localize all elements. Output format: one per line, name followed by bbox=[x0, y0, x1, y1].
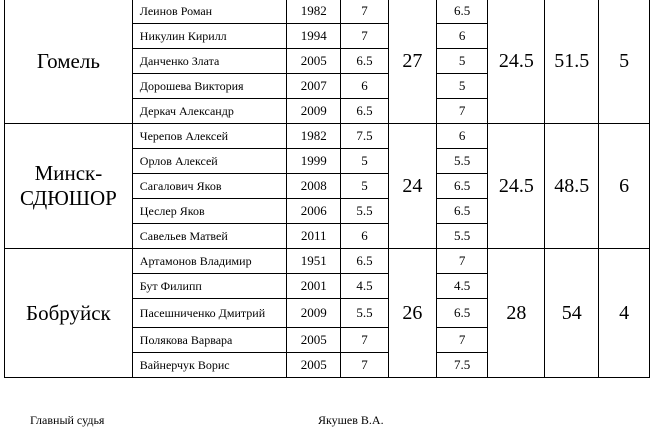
team-col-a: 28 bbox=[488, 249, 545, 378]
player-name: Савельев Матвей bbox=[132, 224, 287, 249]
player-score: 6.5 bbox=[341, 49, 389, 74]
table-row bbox=[5, 0, 650, 24]
player-name: Сагалович Яков bbox=[132, 174, 287, 199]
player-score: 6.5 bbox=[341, 99, 389, 124]
player-birth-year: 1982 bbox=[287, 0, 341, 24]
player-name: Дорошева Виктория bbox=[132, 74, 287, 99]
team-score-sum: 24 bbox=[388, 124, 436, 249]
player-birth-year: 2005 bbox=[287, 49, 341, 74]
player-extra-score: 6 bbox=[436, 124, 488, 149]
player-birth-year: 1951 bbox=[287, 249, 341, 274]
player-name: Цеслер Яков bbox=[132, 199, 287, 224]
player-score: 7.5 bbox=[341, 124, 389, 149]
team-place: 6 bbox=[599, 124, 650, 249]
player-name: Леинов Роман bbox=[132, 0, 287, 24]
player-score: 5.5 bbox=[341, 299, 389, 328]
team-score-sum: 26 bbox=[388, 249, 436, 378]
results-table bbox=[4, 0, 650, 378]
player-name: Бут Филипп bbox=[132, 274, 287, 299]
player-name: Черепов Алексей bbox=[132, 124, 287, 149]
player-extra-score: 6.5 bbox=[436, 199, 488, 224]
player-name: Никулин Кирилл bbox=[132, 24, 287, 49]
player-name: Орлов Алексей bbox=[132, 149, 287, 174]
team-name: Бобруйск bbox=[5, 249, 133, 378]
player-birth-year: 2008 bbox=[287, 174, 341, 199]
player-name: Данченко Злата bbox=[132, 49, 287, 74]
player-extra-score: 7 bbox=[436, 249, 488, 274]
player-name: Пасешниченко Дмитрий bbox=[132, 299, 287, 328]
player-extra-score: 7.5 bbox=[436, 353, 488, 378]
player-name: Деркач Александр bbox=[132, 99, 287, 124]
team-name: Гомель bbox=[5, 0, 133, 124]
results-body bbox=[5, 0, 650, 378]
team-col-b: 48.5 bbox=[545, 124, 599, 249]
player-extra-score: 5.5 bbox=[436, 149, 488, 174]
player-extra-score: 6.5 bbox=[436, 174, 488, 199]
player-name: Полякова Варвара bbox=[132, 328, 287, 353]
player-score: 7 bbox=[341, 0, 389, 24]
team-place: 5 bbox=[599, 0, 650, 124]
player-birth-year: 2005 bbox=[287, 328, 341, 353]
player-birth-year: 2007 bbox=[287, 74, 341, 99]
player-birth-year: 2005 bbox=[287, 353, 341, 378]
player-score: 7 bbox=[341, 24, 389, 49]
player-extra-score: 5.5 bbox=[436, 224, 488, 249]
player-extra-score: 5 bbox=[436, 49, 488, 74]
player-extra-score: 5 bbox=[436, 74, 488, 99]
team-col-a: 24.5 bbox=[488, 0, 545, 124]
team-col-b: 54 bbox=[545, 249, 599, 378]
player-name: Вайнерчук Ворис bbox=[132, 353, 287, 378]
player-score: 5.5 bbox=[341, 199, 389, 224]
chief-judge-name: Якушев В.А. bbox=[318, 413, 384, 427]
player-extra-score: 6.5 bbox=[436, 299, 488, 328]
player-birth-year: 2006 bbox=[287, 199, 341, 224]
player-score: 4.5 bbox=[341, 274, 389, 299]
team-name: Минск-СДЮШОР bbox=[5, 124, 133, 249]
player-birth-year: 1994 bbox=[287, 24, 341, 49]
player-score: 6.5 bbox=[341, 249, 389, 274]
player-birth-year: 1999 bbox=[287, 149, 341, 174]
player-extra-score: 7 bbox=[436, 99, 488, 124]
player-name: Артамонов Владимир bbox=[132, 249, 287, 274]
team-col-a: 24.5 bbox=[488, 124, 545, 249]
table-row bbox=[5, 249, 650, 274]
player-birth-year: 2001 bbox=[287, 274, 341, 299]
team-place: 4 bbox=[599, 249, 650, 378]
player-score: 6 bbox=[341, 224, 389, 249]
team-col-b: 51.5 bbox=[545, 0, 599, 124]
player-score: 5 bbox=[341, 149, 389, 174]
player-birth-year: 2009 bbox=[287, 299, 341, 328]
team-score-sum: 27 bbox=[388, 0, 436, 124]
player-score: 6 bbox=[341, 74, 389, 99]
player-extra-score: 4.5 bbox=[436, 274, 488, 299]
player-birth-year: 2011 bbox=[287, 224, 341, 249]
player-extra-score: 6.5 bbox=[436, 0, 488, 24]
player-extra-score: 6 bbox=[436, 24, 488, 49]
table-row bbox=[5, 124, 650, 149]
player-birth-year: 1982 bbox=[287, 124, 341, 149]
player-score: 7 bbox=[341, 328, 389, 353]
player-birth-year: 2009 bbox=[287, 99, 341, 124]
chief-judge-label: Главный судья bbox=[30, 413, 105, 427]
player-extra-score: 7 bbox=[436, 328, 488, 353]
player-score: 7 bbox=[341, 353, 389, 378]
player-score: 5 bbox=[341, 174, 389, 199]
